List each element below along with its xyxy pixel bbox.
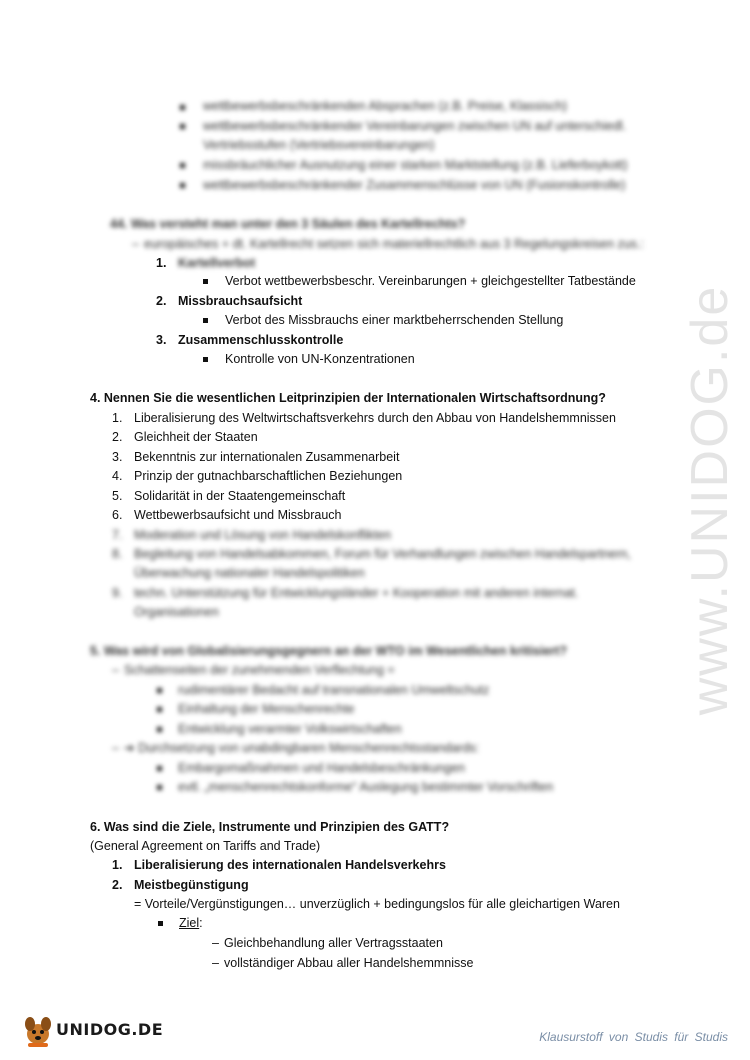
list-item: 8. Begleitung von Handelsabkommen, Forum für Verhandlungen zwischen Handelspartnern, [112,547,631,561]
bullet-square [180,124,185,129]
bullet-square [157,707,162,712]
bullet-square [157,688,162,693]
bullet-square [203,318,208,323]
list-item: 9. techn. Unterstützung für Entwicklungsländer + Kooperation mit anderen internat. [112,586,579,600]
list-item: 1. Kartellverbot [156,256,256,270]
list-item: Entwicklung verarmter Volkswirtschaften [178,722,402,736]
definition: = Vorteile/Vergünstigungen… unverzüglich + bedingungslos für alle gleichartigen Waren [134,897,620,911]
bullet-text: wettbewerbsbeschränkender Vereinbarungen zwischen UN auf unterschiedl. [203,119,627,133]
bullet-square [203,279,208,284]
bullet-text: missbräuchlicher Ausnutzung einer starken Marktstellung (z.B. Lieferboykott) [203,158,628,172]
bullet-text: Vertriebsstufen (Vertriebsvereinbarungen) [203,138,435,152]
bullet-square [157,785,162,790]
question-heading: 44. Was versteht man unter den 3 Säulen des Kartellrechts? [110,217,466,231]
list-item: 2. Gleichheit der Staaten [112,430,258,444]
bullet-square [180,183,185,188]
list-item: Embargomaßnahmen und Handelsbeschränkungen [178,761,465,775]
bullet-square [203,357,208,362]
list-item-detail: Kontrolle von UN-Konzentrationen [225,352,415,366]
list-item-detail: Verbot wettbewerbsbeschr. Vereinbarungen + gleichgestellter Tatbestände [225,274,636,288]
bullet-text: wettbewerbsbeschränkenden Absprachen (z.B. Preise, Klassisch) [203,99,568,113]
list-item: Überwachung nationaler Handelspolitiken [134,566,365,580]
list-item: Einhaltung der Menschenrechte [178,702,355,716]
question-heading: 4. Nennen Sie die wesentlichen Leitprinzipien der Internationalen Wirtschaftsordnung? [90,391,606,405]
list-item: 3. Zusammenschlusskontrolle [156,333,344,347]
bullet-text: wettbewerbsbeschränkender Zusammenschlüsse von UN (Fusionskontrolle) [203,178,626,192]
bullet-square [157,766,162,771]
list-item: 5. Solidarität in der Staatengemeinschaft [112,489,346,503]
dog-mascot-icon [22,1014,54,1048]
goal-label: Ziel: [179,916,203,930]
list-item: 3. Bekenntnis zur internationalen Zusammenarbeit [112,450,400,464]
logo-text: UNIDOG.DE [56,1020,164,1039]
list-item: Organisationen [134,605,219,619]
question-heading: 5. Was wird von Globalisierungsgegnern an der WTO im Wesentlichen kritisiert? [90,644,567,658]
bullet-square [158,921,163,926]
list-item: – Schattenseiten der zunehmenden Verflechtung = [112,663,395,677]
list-item-detail: Verbot des Missbrauchs einer marktbeherrschenden Stellung [225,313,564,327]
unidog-logo [22,1012,162,1050]
footer-tagline: Klausurstoff von Studis für Studis [539,1030,728,1044]
list-item: – ➔ Durchsetzung von unabdingbaren Menschenrechtsstandards: [112,741,480,755]
watermark: www.UNIDOG.de [681,284,739,716]
list-item: rudimentärer Bedacht auf transnationalen Umweltschutz [178,683,490,697]
subtitle: (General Agreement on Tariffs and Trade) [90,839,321,853]
list-item: 2. Meistbegünstigung [112,878,249,892]
bullet-square [180,105,185,110]
list-item: 7. Moderation und Lösung von Handelskonflikten [112,528,392,542]
bullet-square [157,727,162,732]
list-item: 1. Liberalisierung des internationalen Handelsverkehrs [112,858,446,872]
intro-text: – europäisches + dt. Kartellrecht setzen sich materiellrechtlich aus 3 Regelungskreisen zus.: [132,237,644,251]
goal-item: – Gleichbehandlung aller Vertragsstaaten [212,936,443,950]
question-heading: 6. Was sind die Ziele, Instrumente und Prinzipien des GATT? [90,820,450,834]
list-item: 4. Prinzip der gutnachbarschaftlichen Beziehungen [112,469,403,483]
list-item: evtl. „menschenrechtskonforme“ Auslegung bestimmter Vorschriften [178,780,554,794]
bullet-square [180,163,185,168]
list-item: 1. Liberalisierung des Weltwirtschaftsverkehrs durch den Abbau von Handelshemmnissen [112,411,616,425]
list-item: 2. Missbrauchsaufsicht [156,294,303,308]
list-item: 6. Wettbewerbsaufsicht und Missbrauch [112,508,342,522]
goal-item: – vollständiger Abbau aller Handelshemmnisse [212,956,474,970]
